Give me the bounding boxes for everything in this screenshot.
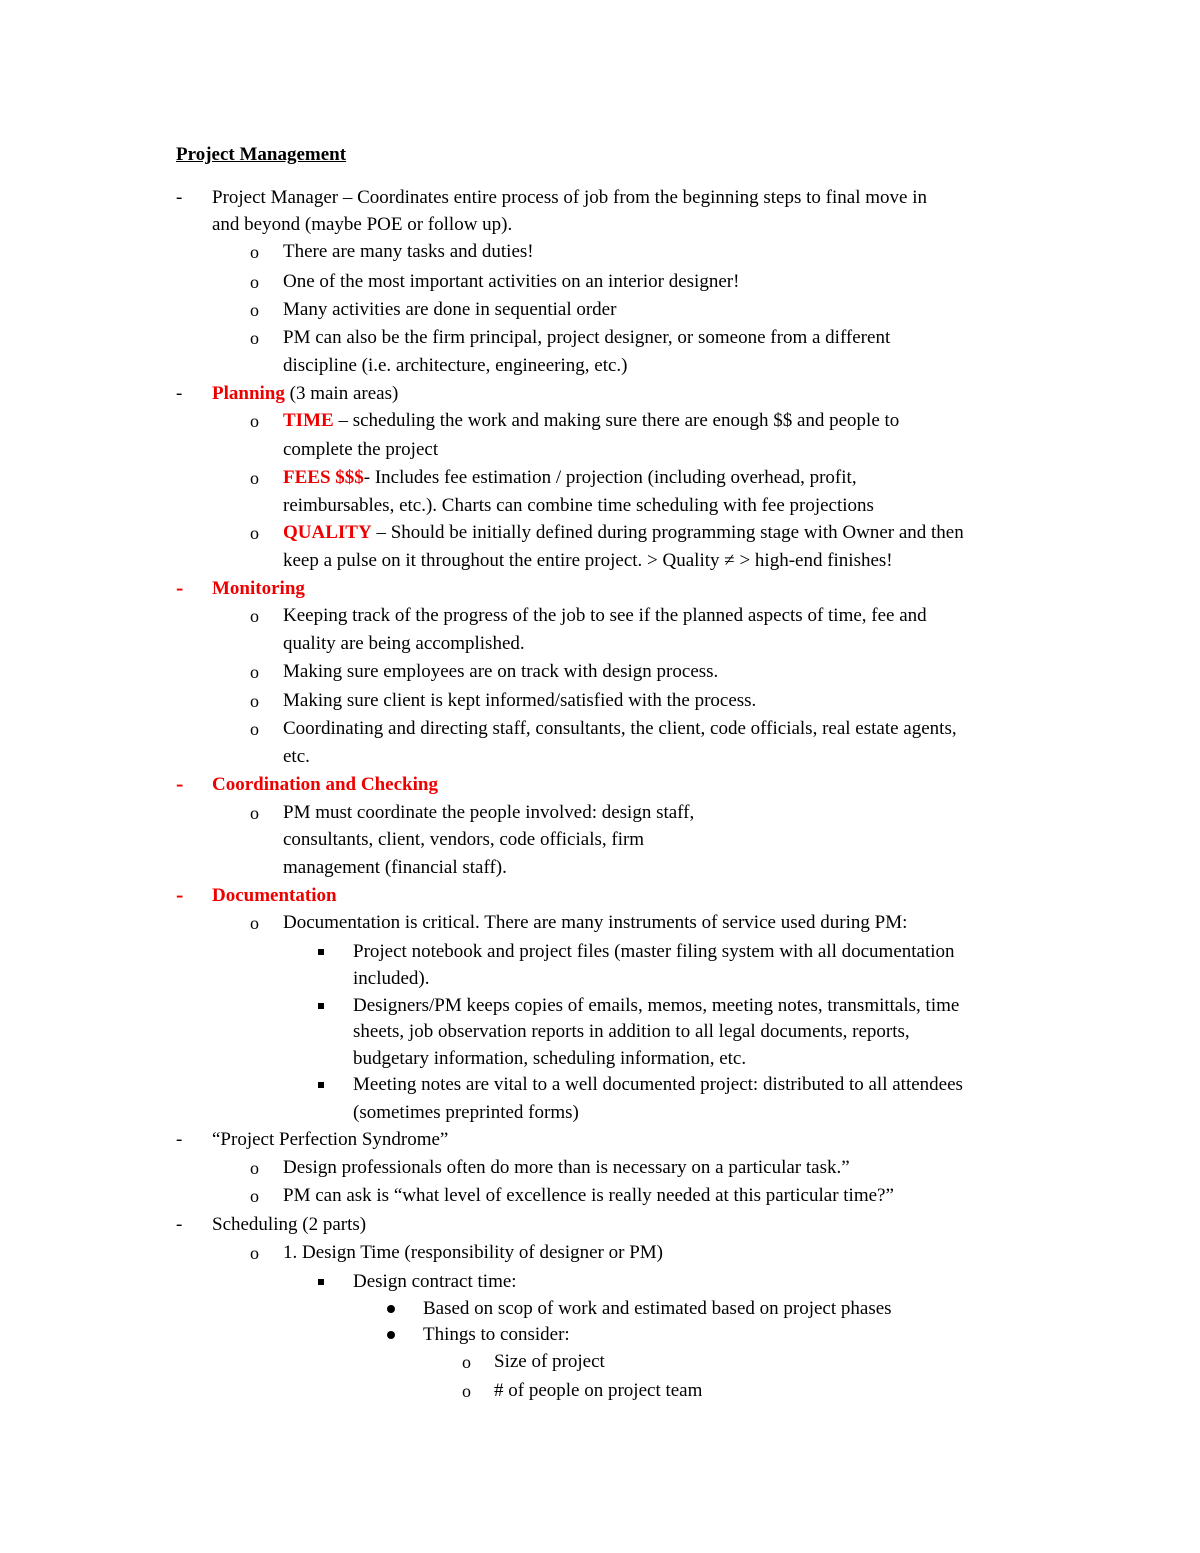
perfection-heading: “Project Perfection Syndrome”	[212, 1129, 449, 1150]
documentation-subitem-continuation: sheets, job observation reports in addition to all legal documents, reports,	[353, 1021, 910, 1042]
square-bullet-icon	[318, 1003, 324, 1009]
pm-item: There are many tasks and duties!	[283, 241, 534, 262]
coordination-line-1: PM must coordinate the people involved: design staff,	[283, 802, 695, 823]
circle-marker: o	[462, 1381, 471, 1401]
pm-item: One of the most important activities on an interior designer!	[283, 271, 740, 292]
circle-marker: o	[250, 468, 259, 488]
quality-label: QUALITY	[283, 522, 372, 543]
circle-marker: o	[250, 242, 259, 262]
pm-line-1: Project Manager – Coordinates entire process of job from the beginning steps to final move in	[212, 187, 927, 208]
monitoring-item-continuation: etc.	[283, 746, 310, 767]
circle-marker: o	[250, 300, 259, 320]
dash-marker: -	[176, 187, 183, 208]
scheduling-bullet: Things to consider:	[423, 1324, 570, 1345]
time-continuation: complete the project	[283, 439, 439, 460]
page-title: Project Management	[176, 144, 347, 165]
scheduling-item: 1. Design Time (responsibility of designer or PM)	[283, 1242, 663, 1263]
circle-marker: o	[250, 328, 259, 348]
coordination-line-3: management (financial staff).	[283, 857, 507, 878]
round-bullet-icon	[387, 1305, 395, 1313]
circle-marker: o	[250, 411, 259, 431]
monitoring-item: Coordinating and directing staff, consultants, the client, code officials, real estate agents,	[283, 718, 957, 739]
scheduling-sub-item: Size of project	[494, 1351, 605, 1372]
quality-text: – Should be initially defined during programming stage with Owner and then	[371, 522, 964, 543]
circle-marker: o	[250, 606, 259, 626]
documentation-item: Documentation is critical. There are many instruments of service used during PM:	[283, 912, 908, 933]
dash-marker: -	[176, 1214, 183, 1235]
red-dash-marker: -	[176, 771, 184, 796]
quality-continuation: keep a pulse on it throughout the entire project. > Quality ≠ > high-end finishes!	[283, 550, 893, 571]
fees-label: FEES $$$	[283, 467, 364, 488]
dash-marker: -	[176, 1129, 183, 1150]
documentation-subitem-continuation: included).	[353, 968, 430, 989]
planning-suffix: (3 main areas)	[284, 383, 399, 404]
red-dash-marker: -	[176, 882, 184, 907]
circle-marker: o	[250, 691, 259, 711]
dash-marker: -	[176, 383, 183, 404]
pm-item: PM can also be the firm principal, project designer, or someone from a different	[283, 327, 891, 348]
quality-item	[283, 521, 964, 545]
time-text: – scheduling the work and making sure there are enough $$ and people to	[333, 410, 900, 431]
fees-continuation: reimbursables, etc.). Charts can combine time scheduling with fee projections	[283, 495, 874, 516]
perfection-item: Design professionals often do more than is necessary on a particular task.”	[283, 1157, 850, 1178]
perfection-item: PM can ask is “what level of excellence is really needed at this particular time?”	[283, 1185, 894, 1206]
monitoring-heading: Monitoring	[212, 578, 305, 599]
circle-marker: o	[250, 1186, 259, 1206]
documentation-subitem-continuation: (sometimes preprinted forms)	[353, 1102, 579, 1123]
circle-marker: o	[250, 1158, 259, 1178]
scheduling-sub-item: # of people on project team	[494, 1380, 703, 1401]
round-bullet-icon	[387, 1331, 395, 1339]
monitoring-item: Making sure client is kept informed/satisfied with the process.	[283, 690, 757, 711]
circle-marker: o	[250, 272, 259, 292]
documentation-heading: Documentation	[212, 885, 337, 906]
documentation-subitem: Designers/PM keeps copies of emails, memos, meeting notes, transmittals, time	[353, 995, 960, 1016]
scheduling-heading: Scheduling (2 parts)	[212, 1214, 367, 1235]
pm-item: Many activities are done in sequential order	[283, 299, 617, 320]
red-dash-marker: -	[176, 575, 184, 600]
pm-item-continuation: discipline (i.e. architecture, engineering, etc.)	[283, 355, 628, 376]
documentation-subitem: Meeting notes are vital to a well documented project: distributed to all attendees	[353, 1074, 963, 1095]
pm-line-2: and beyond (maybe POE or follow up).	[212, 214, 513, 235]
circle-marker: o	[250, 719, 259, 739]
coordination-line-2: consultants, client, vendors, code officials, firm	[283, 829, 645, 850]
planning-heading	[212, 382, 398, 406]
square-bullet-icon	[318, 949, 324, 955]
circle-marker: o	[250, 523, 259, 543]
square-bullet-icon	[318, 1082, 324, 1088]
circle-marker: o	[250, 1243, 259, 1263]
fees-text: - Includes fee estimation / projection (including overhead, profit,	[363, 467, 857, 488]
circle-marker: o	[250, 803, 259, 823]
coordination-heading: Coordination and Checking	[212, 774, 438, 795]
documentation-subitem: Project notebook and project files (master filing system with all documentation	[353, 941, 955, 962]
monitoring-item-continuation: quality are being accomplished.	[283, 633, 525, 654]
scheduling-subitem: Design contract time:	[353, 1271, 517, 1292]
fees-item	[283, 466, 857, 490]
monitoring-item: Making sure employees are on track with design process.	[283, 661, 719, 682]
time-item	[283, 409, 899, 433]
circle-marker: o	[250, 662, 259, 682]
circle-marker: o	[250, 913, 259, 933]
planning-label: Planning	[212, 383, 285, 404]
square-bullet-icon	[318, 1279, 324, 1285]
time-label: TIME	[283, 410, 334, 431]
circle-marker: o	[462, 1352, 471, 1372]
documentation-subitem-continuation: budgetary information, scheduling information, etc.	[353, 1048, 747, 1069]
scheduling-bullet: Based on scop of work and estimated based on project phases	[423, 1298, 892, 1319]
monitoring-item: Keeping track of the progress of the job to see if the planned aspects of time, fee and	[283, 605, 927, 626]
